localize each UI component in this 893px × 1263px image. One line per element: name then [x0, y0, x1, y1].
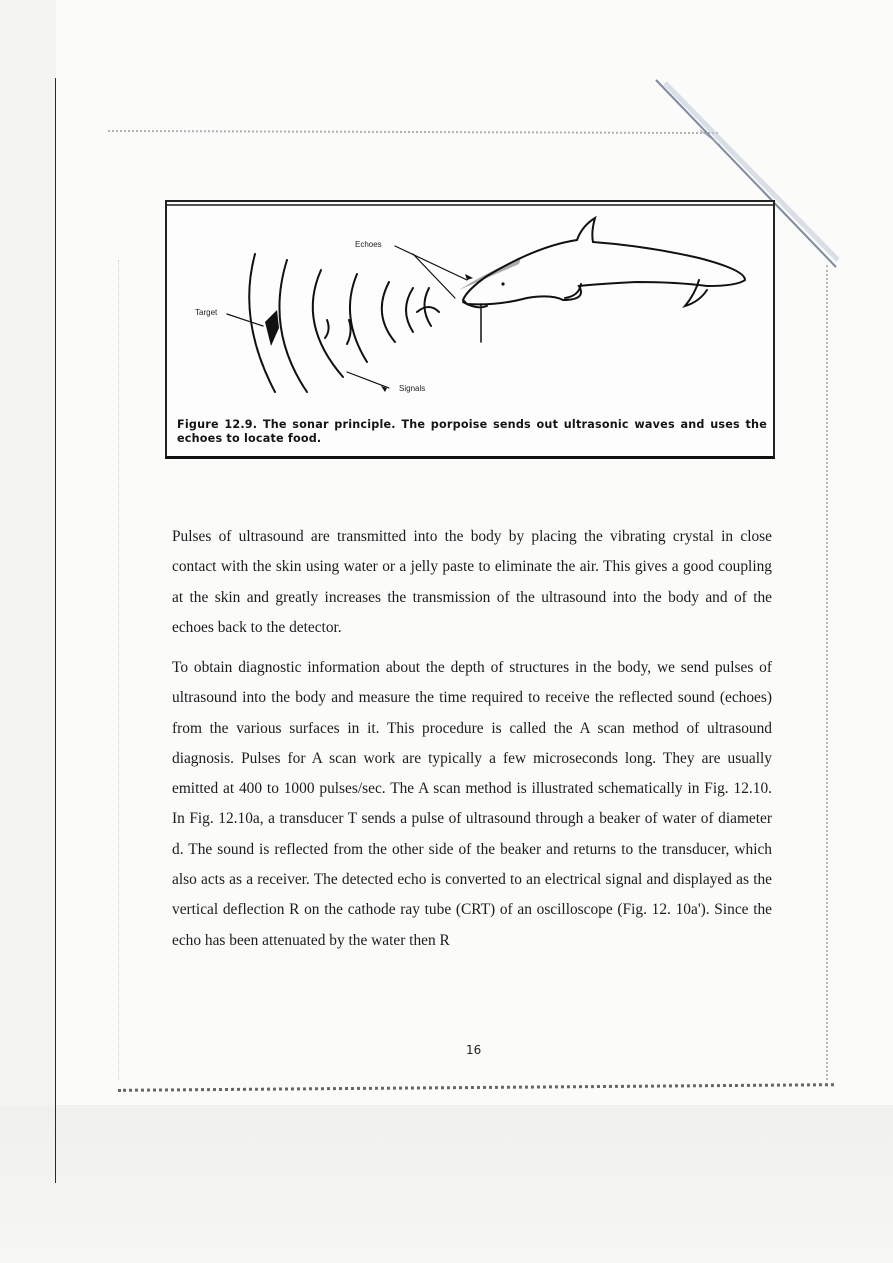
echoes-label: Echoes [355, 240, 382, 249]
echoes-pointer-2 [413, 254, 455, 298]
left-dotted-border [118, 260, 123, 1080]
dolphin-shading [459, 258, 521, 290]
page-shadow [0, 1105, 893, 1263]
dolphin-body [463, 218, 745, 304]
wave-arc-10 [347, 320, 351, 344]
signals-label: Signals [399, 384, 426, 393]
wave-arc-8 [417, 307, 439, 312]
target-pointer [227, 314, 263, 326]
right-dotted-border [826, 265, 832, 1080]
target-label: Target [195, 308, 218, 317]
figure-12-9 [165, 200, 775, 459]
wave-arc-5 [382, 282, 395, 342]
page-number: 16 [466, 1043, 482, 1057]
scan-edge-line [55, 78, 56, 1183]
paragraph-text: Pulses of ultrasound are transmitted into the body by placing the vibrating crystal in close contact with the skin using water or a jelly paste to eliminate the air. This gives a good coupling at the skin and greatly increases the transmission of the ultrasound into the body and of the echoes back to the detector. [172, 528, 772, 636]
wave-arc-2 [279, 260, 307, 392]
body-paragraph-2 [172, 653, 772, 956]
sonar-illustration [167, 202, 773, 412]
dolphin-eye [501, 282, 504, 285]
echoes-pointer-1 [395, 246, 467, 280]
paragraph-text: To obtain diagnostic information about the depth of structures in the body, we send pulses of ultrasound into the body and measure the time required to receive the reflected sound (echoes) from the various surfaces in it. This procedure is called the A scan method of ultrasound diagnosis. Pulses for A scan work are typically a few microseconds long. They are usually emitted at 400 to 1000 pulses/sec. The A scan method is illustrated schematically in Fig. 12.10. In Fig. 12.10a, a transducer T sends a pulse of ultrasound through a beaker of water of diameter d. The sound is reflected from the other side of the beaker and returns to the transducer, which also acts as a receiver. The detected echo is converted to an electrical signal and displayed as the vertical deflection R on the cathode ray tube (CRT) of an oscilloscope (Fig. 12. 10a'). Since the echo has been attenuated by the water then R [172, 659, 772, 949]
wave-arc-6 [406, 288, 413, 332]
wave-arc-4 [350, 274, 367, 362]
signals-pointer [347, 372, 389, 388]
figure-caption: Figure 12.9. The sonar principle. The porpoise sends out ultrasonic waves and uses the echoes to locate food. [177, 418, 767, 445]
target-fish [265, 310, 279, 346]
wave-arc-9 [325, 320, 329, 338]
body-paragraph-1 [172, 522, 772, 643]
